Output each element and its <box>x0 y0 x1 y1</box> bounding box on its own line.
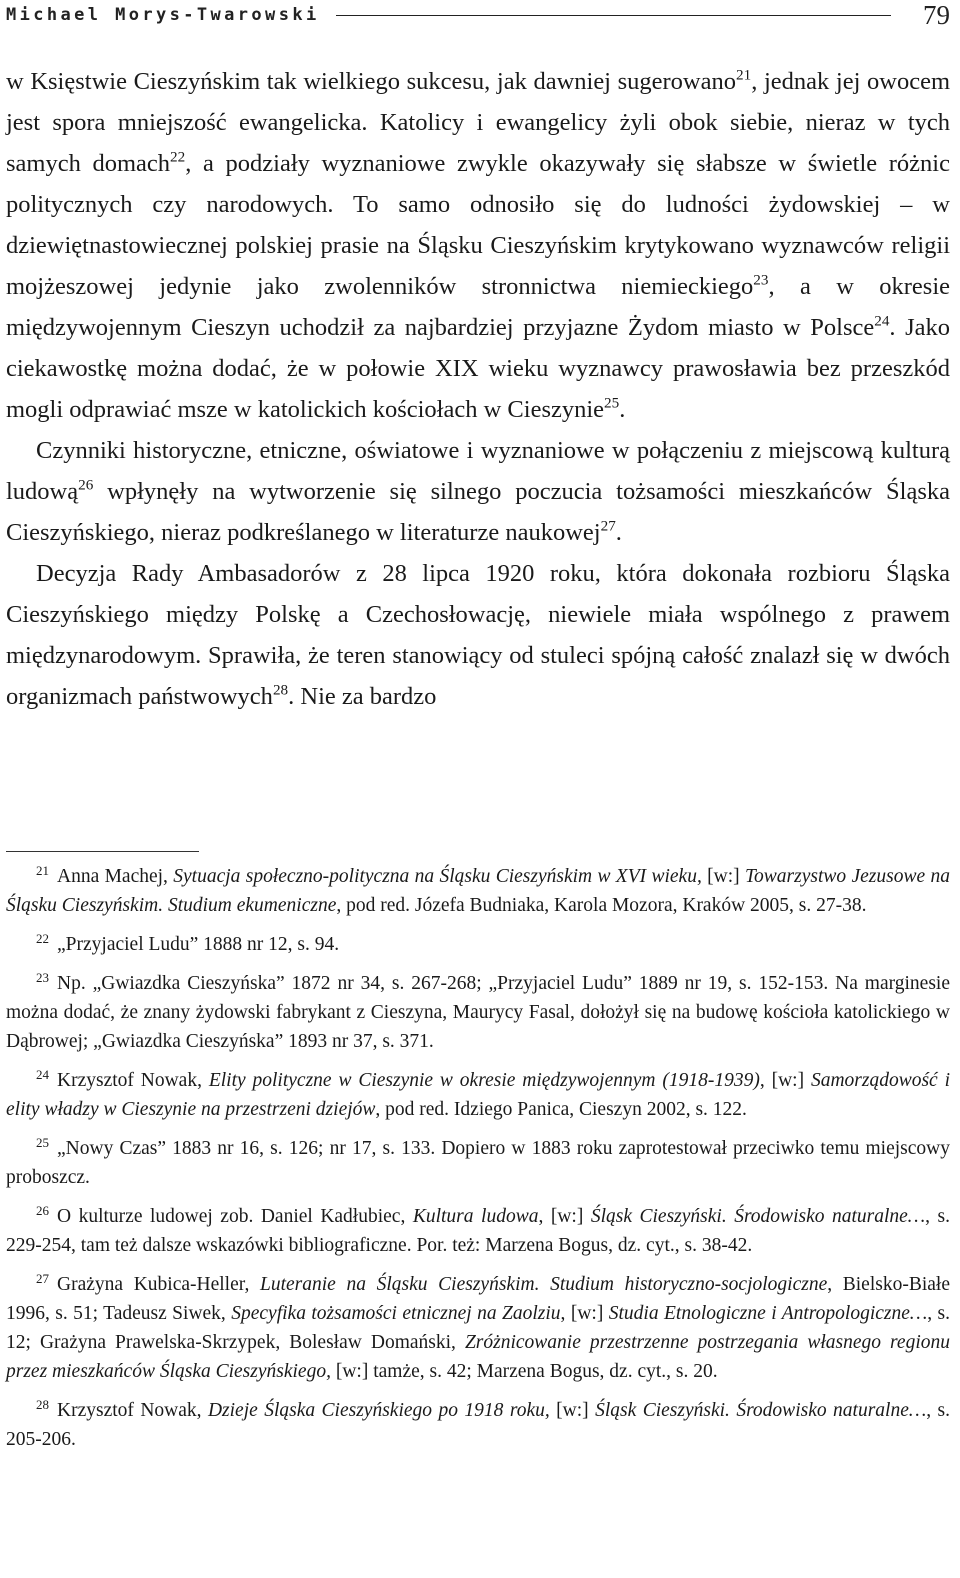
footnote-number: 27 <box>36 1270 49 1286</box>
main-text <box>6 61 950 717</box>
footnote-ref: 21 <box>736 66 752 84</box>
italic-title: Towarzystwo Jezusowe na Śląsku Cieszyńskim. Studium ekumeniczne <box>6 866 950 916</box>
footnote-ref: 23 <box>753 271 769 289</box>
footnote-21 <box>6 862 950 920</box>
footnote-number: 21 <box>36 862 49 878</box>
footnote-ref: 28 <box>272 681 289 699</box>
text-run: Np. „Gwiazdka Cieszyńska” 1872 nr 34, s. 267-268; „Przyjaciel Ludu” 1889 nr 19, s. 152-153. Na marginesie można dodać, że znany żydowski fabrykant z Cieszyna, Maurycy Fasal, dołożył się na budowę kościoła katolickiego w Dąbrowej; „Gwiazdka Cieszyńska” 1893 nr 37, s. 371. <box>6 973 950 1052</box>
text-run: [w:] <box>701 866 745 887</box>
footnote-ref: 25 <box>604 394 620 412</box>
footnote-25 <box>6 1134 950 1192</box>
text-run: . Jako ciekawostkę można dodać, że w połowie XIX wieku wyznawcy prawosławia bez przeszkód mogli odprawiać msze w katolickich kościołach w Cieszynie <box>6 314 950 423</box>
text-run: , a w okresie międzywojennym Cieszyn uchodził za najbardziej przyjazne Żydom miasto w Polsce <box>6 273 950 341</box>
text-run: Krzysztof Nowak, <box>57 1070 209 1091</box>
footnote-24 <box>6 1066 950 1124</box>
italic-title: Luteranie na Śląsku Cieszyńskim. Studium historyczno-socjologiczne <box>259 1274 828 1295</box>
text-run: [w:] tamże, s. 42; Marzena Bogus, dz. cyt., s. 20. <box>330 1361 718 1382</box>
italic-title: Zróżnicowanie przestrzenne postrzegania własnego regionu przez mieszkańców Śląska Cieszyńskiego, <box>6 1332 950 1382</box>
paragraph-1 <box>6 61 950 430</box>
text-run: „Przyjaciel Ludu” 1888 nr 12, s. 94. <box>57 934 340 955</box>
text-run: , a podziały wyznaniowe zwykle okazywały się słabsze w świetle różnic politycznych czy narodowych. To samo odnosiło się do ludności żydowskiej – w dziewiętnastowiecznej polskiej prasie na Śląsku Cieszyńskim krytykowano wyznawców religii mojżeszowej jedynie jako zwolenników stronnictwa niemieckiego <box>6 150 950 300</box>
footnote-number: 22 <box>36 930 49 946</box>
footnote-ref: 22 <box>170 148 186 166</box>
paragraph-3 <box>6 553 950 717</box>
text-run: Czynniki historyczne, etniczne, oświatowe i wyznaniowe w połączeniu z miejscową kulturą ludową <box>6 437 950 505</box>
text-run: w Księstwie Cieszyńskim tak wielkiego sukcesu, jak dawniej sugerowano <box>6 68 737 95</box>
footnote-number: 23 <box>36 969 49 985</box>
text-run: , s. 229-254, tam też dalsze wskazówki bibliograficzne. Por. też: Marzena Bogus, dz. cyt., s. 38-42. <box>6 1206 950 1256</box>
footnote-number: 25 <box>36 1134 49 1150</box>
text-run: Anna Machej, <box>57 866 174 887</box>
footnote-28 <box>6 1396 950 1454</box>
footnote-26 <box>6 1202 950 1260</box>
text-run: , pod red. Józefa Budniaka, Karola Mozora, Kraków 2005, s. 27-38. <box>336 895 867 916</box>
text-run: [w:] <box>549 1400 596 1421</box>
text-run: , [w:] <box>538 1206 591 1227</box>
italic-title: Elity polityczne w Cieszynie w okresie międzywojennym (1918-1939) <box>208 1070 760 1091</box>
footnotes <box>6 862 950 1464</box>
footnote-number: 28 <box>36 1396 49 1412</box>
footnote-ref: 26 <box>78 476 94 494</box>
text-run: „Nowy Czas” 1883 nr 16, s. 126; nr 17, s. 133. Dopiero w 1883 roku zaprotestował przeciwko temu miejscowy proboszcz. <box>6 1138 950 1188</box>
text-run: , [w:] <box>560 1303 609 1324</box>
header-rule <box>336 15 891 16</box>
footnote-ref: 24 <box>874 312 890 330</box>
footnote-number: 24 <box>36 1066 49 1082</box>
text-run: . <box>615 519 622 546</box>
italic-title: Samorządowość i elity władzy w Cieszynie na przestrzeni dziejów <box>6 1070 950 1120</box>
footnote-22 <box>6 930 950 959</box>
italic-title: Kultura ludowa <box>412 1206 539 1227</box>
footnote-27 <box>6 1270 950 1386</box>
text-run: Decyzja Rady Ambasadorów z 28 lipca 1920 roku, która dokonała rozbioru Śląska Cieszyńskiego między Polskę a Czechosłowację, niewiele miała wspólnego z prawem międzynarodowym. Sprawiła, że teren stanowiący od stuleci spójną całość znalazł się w dwóch organizmach państwowych <box>6 560 950 710</box>
running-header <box>6 0 950 30</box>
footnote-number: 26 <box>36 1202 49 1218</box>
text-run: Krzysztof Nowak, <box>57 1400 208 1421</box>
paragraph-2 <box>6 430 950 553</box>
italic-title: Studia Etnologiczne i Antropologiczne… <box>608 1303 928 1324</box>
page-number: 79 <box>923 0 950 30</box>
text-run: , Bielsko-Białe 1996, s. 51; Tadeusz Siwek, <box>6 1274 950 1324</box>
footnote-ref: 27 <box>600 517 616 535</box>
italic-title: Śląsk Cieszyński. Środowisko naturalne… <box>590 1206 926 1227</box>
running-header-author: Michael Morys-Twarowski <box>6 5 320 25</box>
footnote-separator <box>6 851 199 852</box>
text-run: , s. 205-206. <box>6 1400 950 1450</box>
footnote-23 <box>6 969 950 1056</box>
italic-title: Śląsk Cieszyński. Środowisko naturalne… <box>595 1400 927 1421</box>
italic-title: Specyfika tożsamości etnicznej na Zaolziu <box>231 1303 561 1324</box>
text-run: wpłynęły na wytworzenie się silnego poczucia tożsamości mieszkańców Śląska Cieszyńskiego, nieraz podkreślanego w literaturze naukowej <box>6 478 950 546</box>
italic-title: Sytuacja społeczno-polityczna na Śląsku Cieszyńskim w XVI wieku, <box>173 866 702 887</box>
text-run: . <box>619 396 626 423</box>
italic-title: Dzieje Śląska Cieszyńskiego po 1918 roku, <box>207 1400 550 1421</box>
text-run: . Nie za bardzo <box>288 683 437 710</box>
text-run: , s. 12; Grażyna Prawelska-Skrzypek, Bolesław Domański, <box>6 1303 950 1353</box>
text-run: O kulturze ludowej zob. Daniel Kadłubiec, <box>57 1206 413 1227</box>
text-run: , pod red. Idziego Panica, Cieszyn 2002, s. 122. <box>375 1099 747 1120</box>
text-run: Grażyna Kubica-Heller, <box>57 1274 260 1295</box>
text-run: , [w:] <box>759 1070 811 1091</box>
text-run: , jednak jej owocem jest spora mniejszość ewangelicka. Katolicy i ewangelicy żyli obok siebie, nieraz w tych samych domach <box>6 68 950 177</box>
